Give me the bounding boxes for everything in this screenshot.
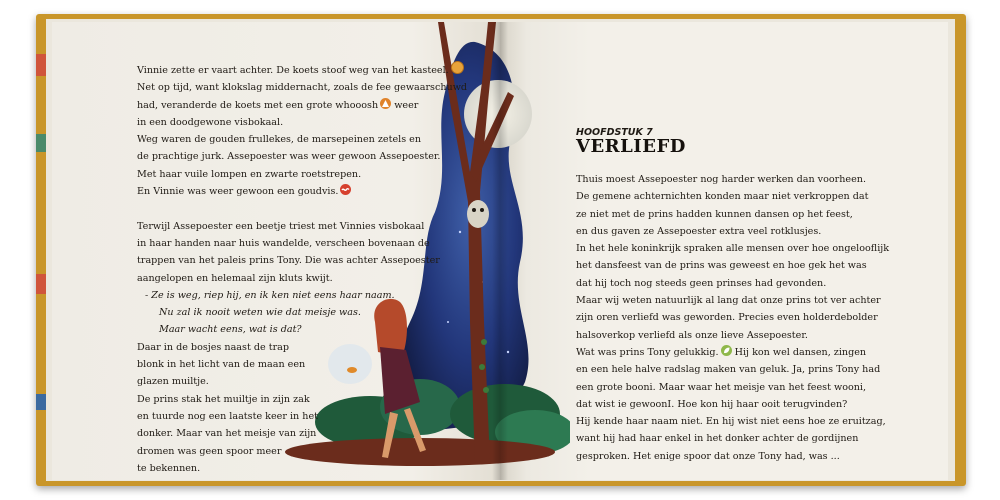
line: blonk in het licht van de maan een: [137, 359, 306, 371]
cover-stripe: [36, 134, 46, 152]
line: in haar handen naar huis wandelde, verscheen bovenaan de: [137, 237, 430, 249]
line: en tuurde nog een laatste keer in het: [137, 410, 318, 422]
ivy-leaf: [483, 387, 489, 393]
line: [137, 183, 467, 200]
wave-icon: [340, 184, 351, 195]
line: en dus gaven ze Assepoester extra veel rotklusjes.: [576, 225, 822, 237]
owl-eye: [472, 208, 476, 212]
line: Weg waren de gouden frullekes, de marsepeinen zetels en: [137, 134, 422, 146]
line: aangelopen en helemaal zijn kluts kwijt.: [137, 272, 333, 284]
line-text: En Vinnie was weer gewoon een goudvis.: [137, 186, 339, 198]
line: Thuis moest Assepoester nog harder werken dan voorheen.: [576, 174, 867, 185]
line: gesproken. Het enige spoor dat onze Tony had, was ...: [576, 450, 840, 462]
line: Net op tijd, want klokslag middernacht, zoals de fee gewaarschuwd: [137, 82, 468, 94]
ivy-leaf: [479, 364, 485, 370]
line: glazen muiltje.: [137, 376, 209, 388]
dialogue-line: Maar wacht eens, wat is dat?: [159, 324, 302, 336]
owl-eye: [480, 208, 484, 212]
line: de prachtige jurk. Assepoester was weer gewoon Assepoester.: [137, 151, 441, 163]
line: De prins stak het muiltje in zijn zak: [137, 393, 310, 405]
line: De gemene achternichten konden maar niet verkroppen dat: [576, 191, 869, 203]
line: [576, 344, 889, 361]
line: Daar in de bosjes naast de trap: [137, 341, 290, 353]
owl: [467, 200, 489, 228]
line: donker. Maar van het meisje van zijn: [137, 428, 317, 440]
line: Hij kende haar naam niet. En hij wist niet eens hoe ze eruitzag,: [576, 416, 886, 428]
line: dat wist ie gewoonI. Hoe kon hij haar ooit terugvinden?: [576, 398, 848, 410]
triangle-icon: [380, 98, 391, 109]
line: het dansfeest van de prins was geweest en hoe gek het was: [576, 260, 867, 272]
cover-stripe: [36, 394, 46, 410]
line: Met haar vuile lompen en zwarte roetstrepen.: [137, 168, 362, 180]
dialogue-line: Nu zal ik nooit weten wie dat meisje was.: [159, 307, 361, 319]
book-gutter: [492, 22, 508, 480]
line: [137, 97, 467, 114]
line: zijn oren verliefd was geworden. Precies even holderdebolder: [576, 312, 878, 324]
line: een grote booni. Maar waar het meisje van het feest wooni,: [576, 381, 867, 393]
line: in een doodgewone visbokaal.: [137, 116, 284, 128]
line-text: Wat was prins Tony gelukkig.: [576, 346, 719, 358]
line: ze niet met de prins hadden kunnen dansen op het feest,: [576, 208, 853, 220]
line-text: Hij kon wel dansen, zingen: [734, 346, 867, 358]
line: te bekennen.: [137, 462, 201, 474]
line: dat hij toch nog steeds geen prinses had gevonden.: [576, 277, 827, 289]
line-text: weer: [394, 99, 419, 111]
ivy-leaf: [481, 339, 487, 345]
line: Maar wij weten natuurlijk al lang dat onze prins tot ver achter: [576, 295, 881, 307]
left-page-text: [137, 61, 467, 477]
line: Terwijl Assepoester een beetje triest met Vinnies visbokaal: [137, 220, 425, 232]
line: trappen van het paleis prins Tony. Die was achter Assepoester: [137, 255, 440, 267]
line: In het hele koninkrijk spraken alle mensen over hoe ongelooflijk: [576, 243, 890, 255]
line: dromen was geen spoor meer: [137, 445, 282, 457]
right-page-text: [576, 171, 889, 465]
cover-stripe: [36, 54, 46, 76]
coin-icon: [451, 61, 464, 74]
line-text: Vinnie zette er vaart achter. De koets stoof weg van het kasteel.: [137, 65, 449, 76]
line: halsoverkop verliefd als onze lieve Assepoester.: [576, 329, 808, 341]
cover-stripe: [36, 274, 46, 294]
leaf-icon: [721, 345, 732, 356]
line: [137, 61, 467, 79]
line: want hij had haar enkel in het donker achter de gordijnen: [576, 433, 859, 445]
line-text: had, veranderde de koets met een grote whooosh: [137, 99, 379, 111]
line: en een hele halve radslag maken van geluk. Ja, prins Tony had: [576, 364, 881, 376]
dialogue-line: - Ze is weg, riep hij, en ik ken niet eens haar naam.: [145, 289, 395, 301]
chapter-title: VERLIEFD: [576, 136, 686, 157]
chapter-label: HOOFDSTUK 7: [576, 127, 653, 138]
